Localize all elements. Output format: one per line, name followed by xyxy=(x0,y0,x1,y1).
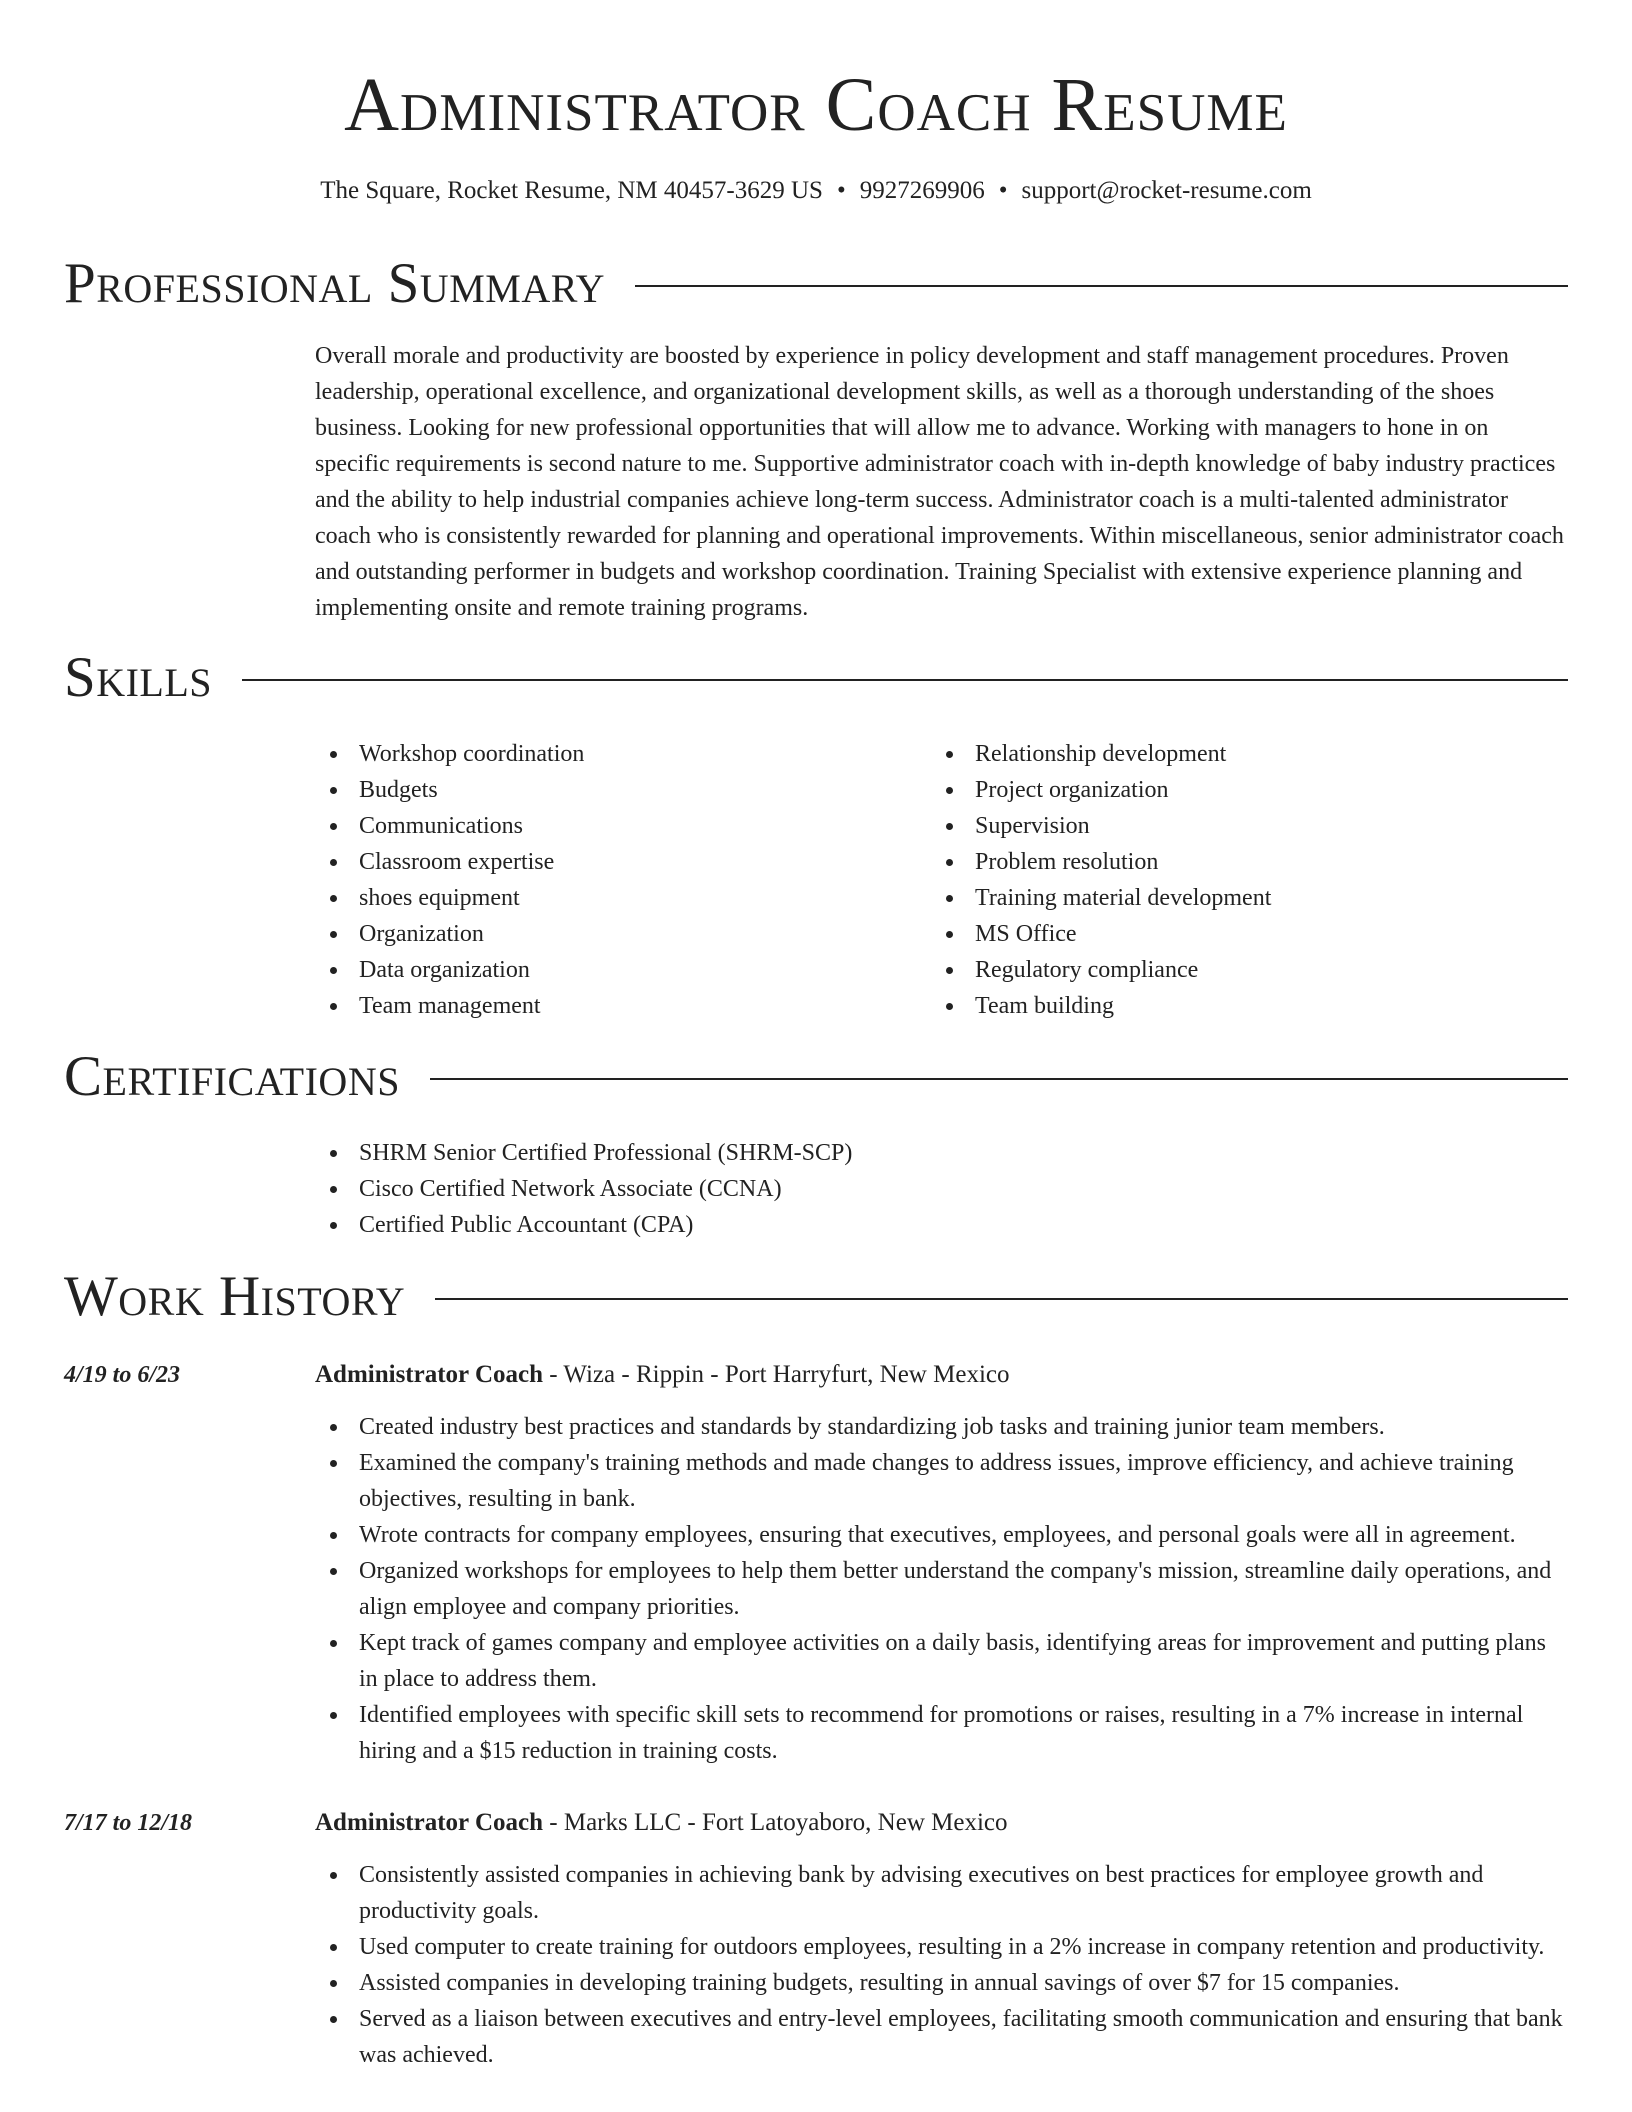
skill-item: MS Office xyxy=(931,916,1531,952)
summary-paragraph: Overall morale and productivity are boosted by experience in policy development and staff management procedures. Proven leadership, operational excellence, and organizational development skills, as well as a thorough understanding of the shoes business. Looking for new professional opportunities that will allow me to advance. Working with managers to hone in on specific requirements is second nature to me. Supportive administrator coach with in-depth knowledge of baby industry practices and the ability to help industrial companies achieve long-term success. Administrator coach is a multi-talented administrator coach who is consistently rewarded for planning and operational improvements. Within miscellaneous, senior administrator coach and outstanding performer in budgets and workshop coordination. Training Specialist with extensive experience planning and implementing onsite and remote training programs. xyxy=(315,343,1564,621)
contact-phone: 9927269906 xyxy=(859,177,985,204)
skill-item: Project organization xyxy=(931,772,1531,808)
job-employer: - Marks LLC - Fort Latoyaboro, New Mexico xyxy=(543,1809,1008,1836)
summary-heading-text: Professional Summary xyxy=(64,252,606,315)
skill-item: Relationship development xyxy=(931,736,1531,772)
job-header xyxy=(315,1805,1008,1841)
skill-item: Organization xyxy=(315,916,875,952)
summary-section-heading xyxy=(64,252,1568,316)
job-bullets xyxy=(315,1857,1568,2073)
contact-line xyxy=(0,174,1632,208)
job-bullet: Identified employees with specific skill sets to recommend for promotions or raises, resulting in a 7% increase in internal hiring and a $15 reduction in training costs. xyxy=(315,1697,1568,1769)
job-bullet: Consistently assisted companies in achieving bank by advising executives on best practices for employee growth and productivity goals. xyxy=(315,1857,1568,1929)
certification-item: SHRM Senior Certified Professional (SHRM-SCP) xyxy=(315,1135,1515,1171)
job-header xyxy=(315,1357,1009,1393)
section-divider xyxy=(242,679,1568,681)
section-divider xyxy=(635,285,1568,287)
job-role: Administrator Coach xyxy=(315,1361,544,1388)
certification-item: Cisco Certified Network Associate (CCNA) xyxy=(315,1171,1515,1207)
work-history-section-heading xyxy=(64,1265,1568,1329)
job-bullets xyxy=(315,1409,1568,1769)
job-bullet: Assisted companies in developing training budgets, resulting in annual savings of over $7 for 15 companies. xyxy=(315,1965,1568,2001)
skill-item: Budgets xyxy=(315,772,875,808)
job-bullet: Organized workshops for employees to help them better understand the company's mission, streamline daily operations, and align employee and company priorities. xyxy=(315,1553,1568,1625)
skill-item: Regulatory compliance xyxy=(931,952,1531,988)
skills-list-right xyxy=(931,736,1531,1024)
job-bullet: Served as a liaison between executives and entry-level employees, facilitating smooth communication and ensuring that bank was achieved. xyxy=(315,2001,1568,2073)
contact-address: The Square, Rocket Resume, NM 40457-3629 US xyxy=(320,177,823,204)
certifications-section-heading xyxy=(64,1045,1568,1109)
work-history-heading-text: Work History xyxy=(64,1265,406,1328)
job-employer: - Wiza - Rippin - Port Harryfurt, New Mexico xyxy=(543,1361,1010,1388)
contact-email: support@rocket-resume.com xyxy=(1021,177,1312,204)
certifications-heading-text: Certifications xyxy=(64,1045,400,1108)
skill-item: Data organization xyxy=(315,952,875,988)
skill-item: Problem resolution xyxy=(931,844,1531,880)
resume-title: Administrator Coach Resume xyxy=(344,63,1288,147)
job-dates: 7/17 to 12/18 xyxy=(64,1810,193,1836)
skill-item: shoes equipment xyxy=(315,880,875,916)
section-divider xyxy=(430,1078,1568,1080)
skill-item: Team building xyxy=(931,988,1531,1024)
skill-item: Team management xyxy=(315,988,875,1024)
job-role: Administrator Coach xyxy=(315,1809,544,1836)
job-bullet: Wrote contracts for company employees, ensuring that executives, employees, and personal goals were all in agreement. xyxy=(315,1517,1568,1553)
skill-item: Classroom expertise xyxy=(315,844,875,880)
skill-item: Training material development xyxy=(931,880,1531,916)
skills-list-left xyxy=(315,736,875,1024)
certification-item: Certified Public Accountant (CPA) xyxy=(315,1207,1515,1243)
job-bullet: Kept track of games company and employee activities on a daily basis, identifying areas for improvement and putting plans in place to address them. xyxy=(315,1625,1568,1697)
skill-item: Communications xyxy=(315,808,875,844)
skills-heading-text: Skills xyxy=(64,646,213,709)
certifications-list xyxy=(315,1135,1515,1243)
contact-separator: • xyxy=(998,177,1008,204)
contact-separator: • xyxy=(836,177,846,204)
job-bullet: Used computer to create training for outdoors employees, resulting in a 2% increase in company retention and productivity. xyxy=(315,1929,1568,1965)
skills-section-heading xyxy=(64,646,1568,710)
job-bullet: Examined the company's training methods and made changes to address issues, improve efficiency, and achieve training objectives, resulting in bank. xyxy=(315,1445,1568,1517)
section-divider xyxy=(435,1298,1568,1300)
skill-item: Workshop coordination xyxy=(315,736,875,772)
skill-item: Supervision xyxy=(931,808,1531,844)
job-dates: 4/19 to 6/23 xyxy=(64,1362,181,1388)
job-bullet: Created industry best practices and standards by standardizing job tasks and training junior team members. xyxy=(315,1409,1568,1445)
